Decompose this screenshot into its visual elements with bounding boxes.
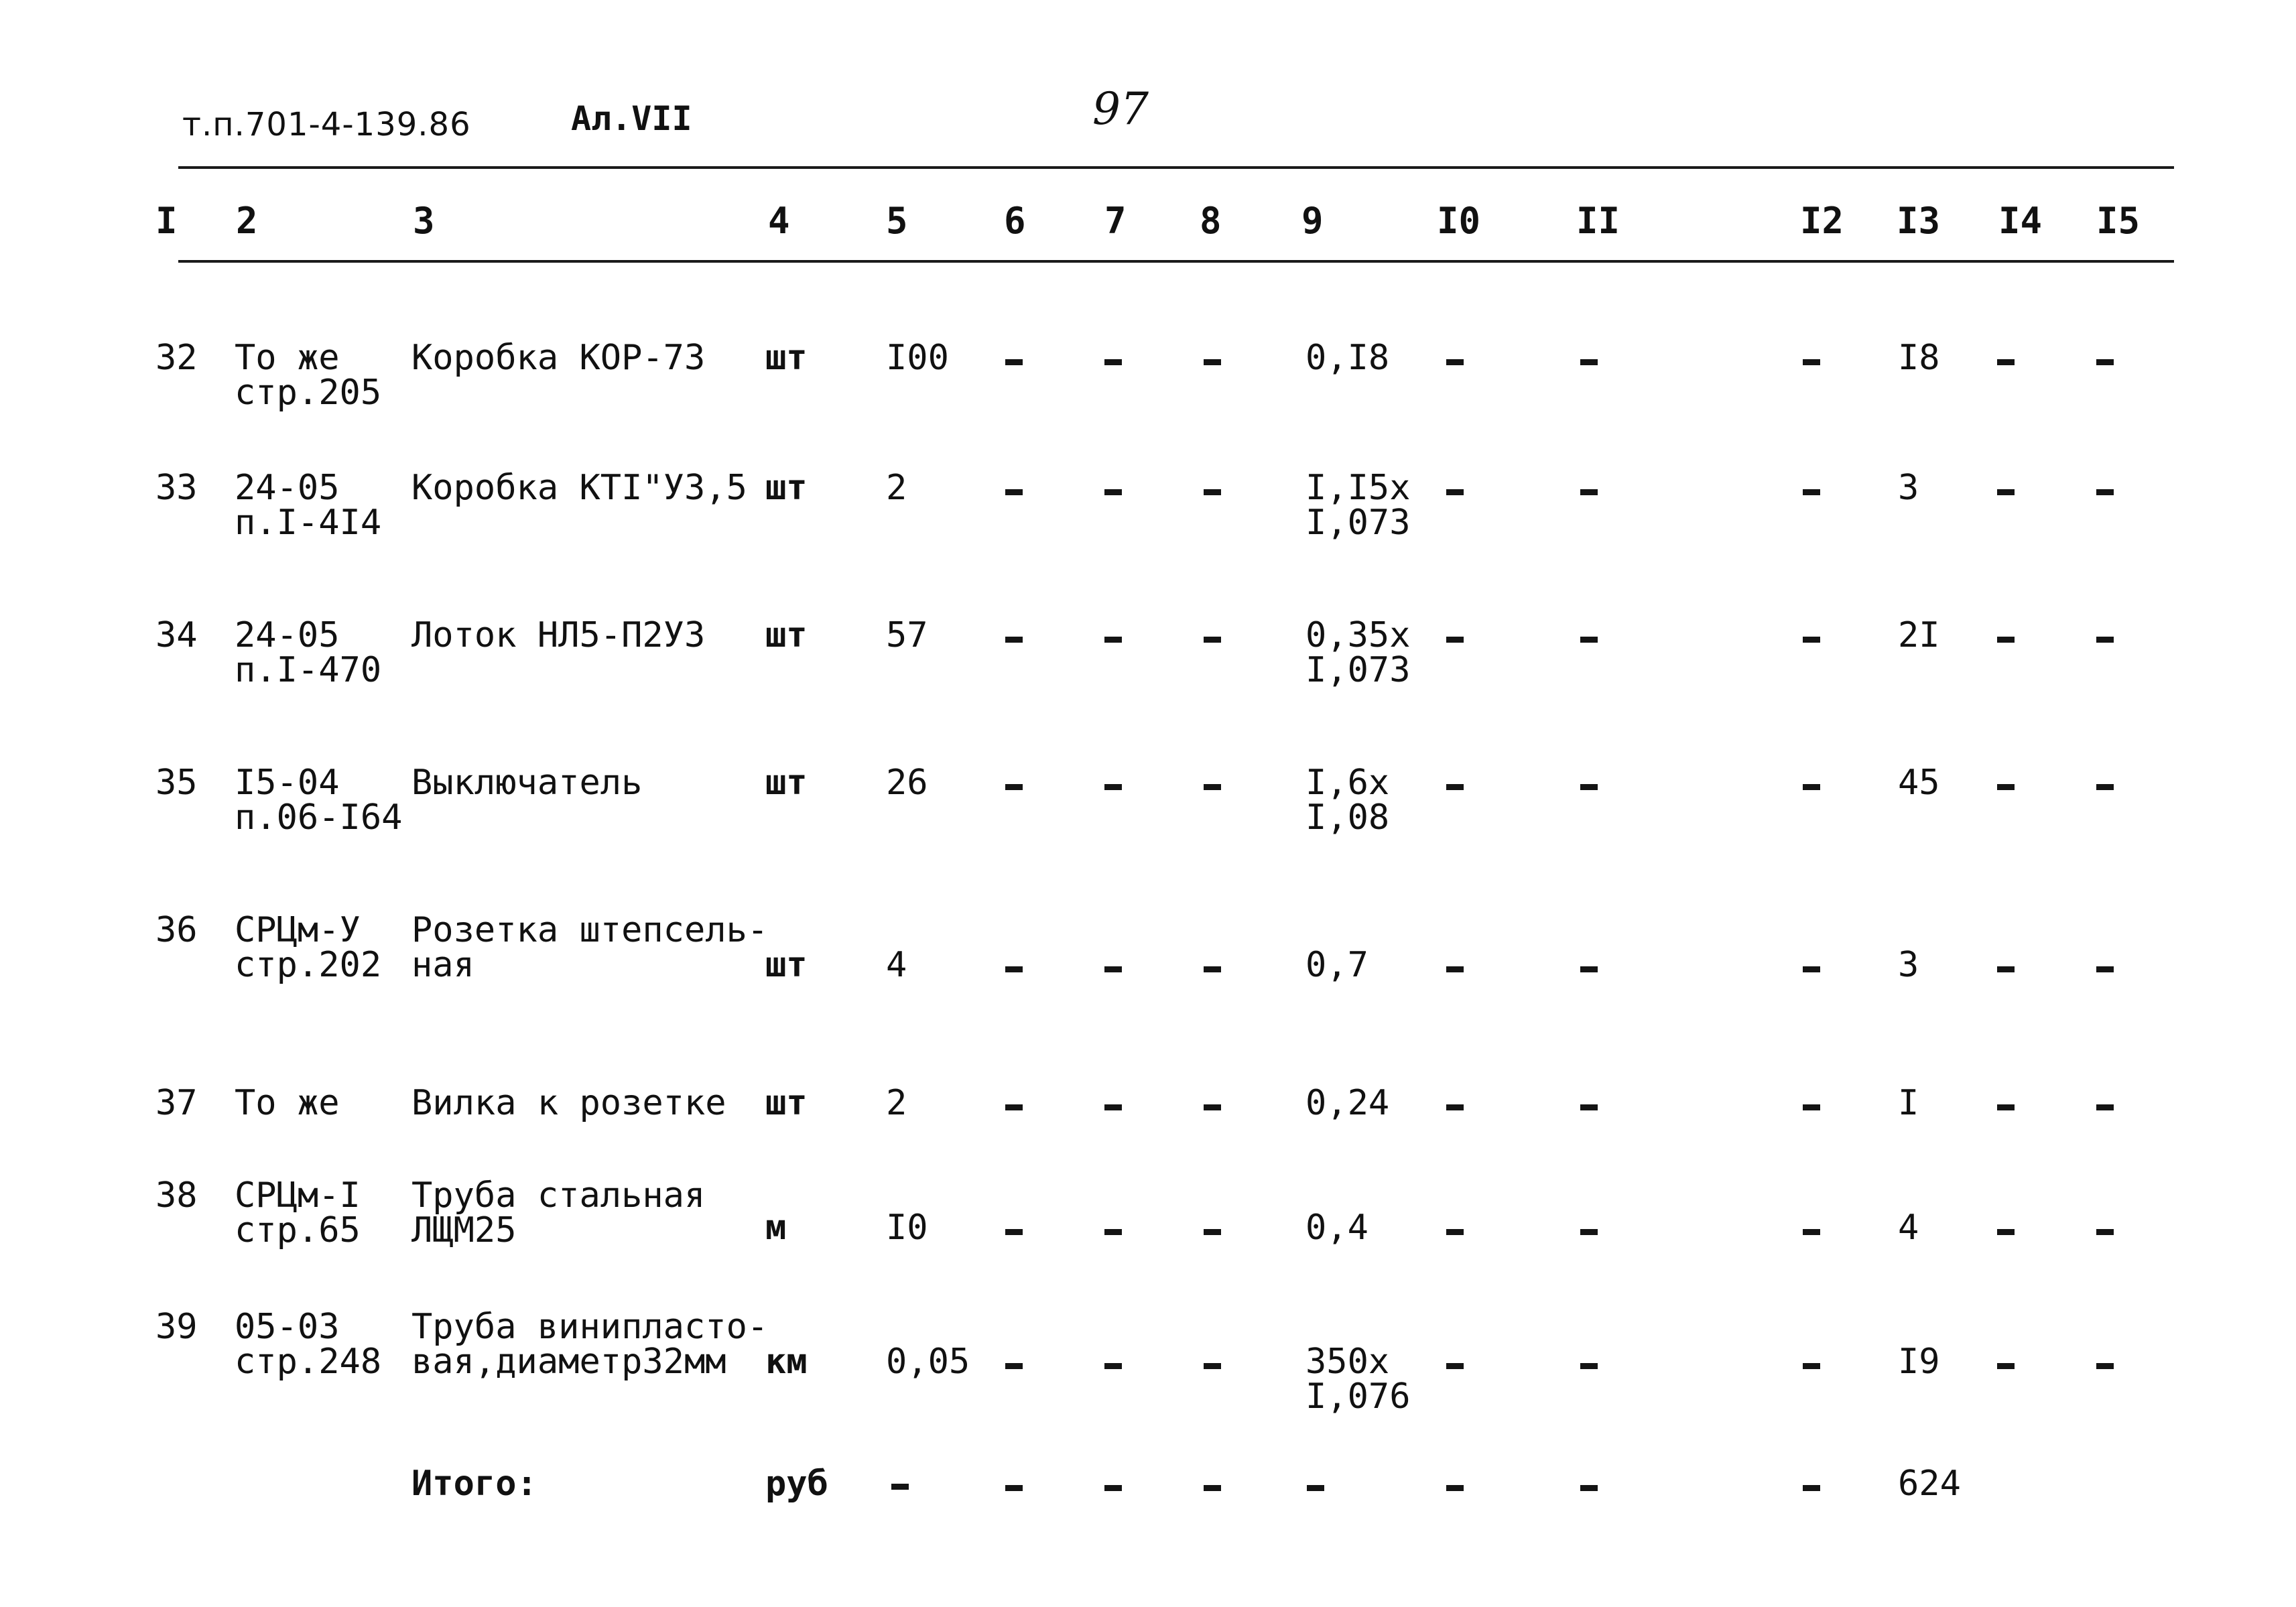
column-number: 6 xyxy=(1004,200,1026,242)
empty-dash xyxy=(1446,1104,1464,1110)
empty-dash xyxy=(1803,1485,1820,1491)
empty-dash xyxy=(1104,637,1122,643)
unit-price: 0,7 xyxy=(1305,945,1368,985)
empty-dash xyxy=(1580,489,1598,495)
unit: м xyxy=(765,1208,787,1248)
item-code: п.I-4I4 xyxy=(235,503,382,543)
item-name: Труба стальная xyxy=(411,1175,706,1216)
empty-dash xyxy=(2096,784,2114,790)
item-name: Труба винипласто- xyxy=(411,1307,769,1347)
item-name: Коробка КТI"У3,5 xyxy=(411,468,747,508)
header-rule-bottom xyxy=(178,260,2174,263)
column-number: 5 xyxy=(886,200,908,242)
empty-dash xyxy=(1204,489,1221,495)
item-code: СРЦм-У xyxy=(235,910,361,950)
unit: км xyxy=(765,1342,808,1382)
empty-dash xyxy=(1204,637,1221,643)
item-code: То же xyxy=(235,1083,340,1123)
empty-dash xyxy=(1204,966,1221,972)
total-unit: руб xyxy=(765,1464,828,1504)
row-total: 2I xyxy=(1898,615,1940,655)
unit: шт xyxy=(765,338,808,378)
empty-dash xyxy=(1997,1104,2015,1110)
empty-dash xyxy=(1803,489,1820,495)
column-number: I0 xyxy=(1437,200,1481,242)
item-name: Коробка КОР-73 xyxy=(411,338,706,378)
empty-dash xyxy=(1005,359,1023,365)
empty-dash xyxy=(1446,489,1464,495)
empty-dash xyxy=(1580,784,1598,790)
item-code: 05-03 xyxy=(235,1307,340,1347)
empty-dash xyxy=(2096,1229,2114,1235)
empty-dash xyxy=(1204,1485,1221,1491)
column-number: 3 xyxy=(413,200,435,242)
empty-dash xyxy=(1446,637,1464,643)
empty-dash xyxy=(1803,784,1820,790)
empty-dash xyxy=(1997,1229,2015,1235)
empty-dash xyxy=(1580,1485,1598,1491)
empty-dash xyxy=(1104,1229,1122,1235)
unit: шт xyxy=(765,763,808,803)
row-total: I9 xyxy=(1898,1342,1940,1382)
row-total: I xyxy=(1898,1083,1919,1123)
empty-dash xyxy=(2096,1104,2114,1110)
empty-dash xyxy=(2096,637,2114,643)
empty-dash xyxy=(1580,359,1598,365)
quantity: I00 xyxy=(886,338,949,378)
item-name: ная xyxy=(411,945,474,985)
empty-dash xyxy=(1803,966,1820,972)
column-number: I5 xyxy=(2096,200,2141,242)
column-number: 4 xyxy=(768,200,790,242)
unit-price: 0,35х xyxy=(1305,615,1411,655)
row-total: 3 xyxy=(1898,468,1919,508)
unit: шт xyxy=(765,945,808,985)
item-name: вая,диаметр32мм xyxy=(411,1342,726,1382)
unit-price: 0,4 xyxy=(1305,1208,1368,1248)
empty-dash xyxy=(1104,966,1122,972)
row-number: 38 xyxy=(155,1175,198,1216)
empty-dash xyxy=(1104,1485,1122,1491)
empty-dash xyxy=(1104,1104,1122,1110)
empty-dash xyxy=(1803,1363,1820,1369)
empty-dash xyxy=(1204,1229,1221,1235)
row-number: 37 xyxy=(155,1083,198,1123)
item-code: I5-04 xyxy=(235,763,340,803)
unit-price: I,08 xyxy=(1305,797,1390,838)
empty-dash xyxy=(1803,1229,1820,1235)
row-total: 3 xyxy=(1898,945,1919,985)
empty-dash xyxy=(891,1484,909,1490)
column-number: I xyxy=(155,200,178,242)
unit-price: I,076 xyxy=(1305,1376,1411,1417)
empty-dash xyxy=(1446,966,1464,972)
empty-dash xyxy=(1580,637,1598,643)
unit: шт xyxy=(765,1083,808,1123)
empty-dash xyxy=(1104,784,1122,790)
unit-price: 350х xyxy=(1305,1342,1390,1382)
empty-dash xyxy=(1005,637,1023,643)
unit-price: I,073 xyxy=(1305,503,1411,543)
empty-dash xyxy=(2096,966,2114,972)
empty-dash xyxy=(1446,359,1464,365)
column-number: 9 xyxy=(1301,200,1324,242)
empty-dash xyxy=(1005,1363,1023,1369)
document-code: т.п.701-4-139.86 xyxy=(182,106,471,143)
empty-dash xyxy=(1204,359,1221,365)
empty-dash xyxy=(1997,359,2015,365)
column-number: I4 xyxy=(1998,200,2043,242)
empty-dash xyxy=(1580,1363,1598,1369)
empty-dash xyxy=(1580,1104,1598,1110)
empty-dash xyxy=(1104,489,1122,495)
empty-dash xyxy=(1005,1485,1023,1491)
unit-price: I,073 xyxy=(1305,650,1411,690)
empty-dash xyxy=(1803,637,1820,643)
row-number: 33 xyxy=(155,468,198,508)
empty-dash xyxy=(1104,359,1122,365)
empty-dash xyxy=(1446,784,1464,790)
page-number: 97 xyxy=(1092,83,1149,135)
row-number: 32 xyxy=(155,338,198,378)
empty-dash xyxy=(1446,1229,1464,1235)
empty-dash xyxy=(1204,1363,1221,1369)
row-total: 45 xyxy=(1898,763,1940,803)
item-code: стр.205 xyxy=(235,373,382,413)
unit-price: I,6х xyxy=(1305,763,1390,803)
quantity: 2 xyxy=(886,468,907,508)
empty-dash xyxy=(1997,1363,2015,1369)
column-number: II xyxy=(1576,200,1620,242)
empty-dash xyxy=(2096,359,2114,365)
empty-dash xyxy=(1005,1229,1023,1235)
empty-dash xyxy=(1104,1363,1122,1369)
unit: шт xyxy=(765,615,808,655)
empty-dash xyxy=(2096,489,2114,495)
item-name: ЛЩМ25 xyxy=(411,1210,517,1250)
empty-dash xyxy=(1307,1485,1324,1491)
item-name: Выключатель xyxy=(411,763,643,803)
quantity: 57 xyxy=(886,615,928,655)
item-name: Вилка к розетке xyxy=(411,1083,726,1123)
item-name: Лоток НЛ5-П2У3 xyxy=(411,615,706,655)
row-number: 35 xyxy=(155,763,198,803)
empty-dash xyxy=(1005,784,1023,790)
quantity: 4 xyxy=(886,945,907,985)
item-code: п.06-I64 xyxy=(235,797,403,838)
total-label: Итого: xyxy=(411,1464,537,1504)
quantity: I0 xyxy=(886,1208,928,1248)
row-total: I8 xyxy=(1898,338,1940,378)
unit: шт xyxy=(765,468,808,508)
column-number: I2 xyxy=(1800,200,1844,242)
row-number: 36 xyxy=(155,910,198,950)
column-number: 7 xyxy=(1104,200,1127,242)
unit-price: 0,24 xyxy=(1305,1083,1390,1123)
empty-dash xyxy=(1997,966,2015,972)
empty-dash xyxy=(1204,784,1221,790)
empty-dash xyxy=(1803,1104,1820,1110)
column-number: 2 xyxy=(236,200,258,242)
empty-dash xyxy=(1580,1229,1598,1235)
row-total: 4 xyxy=(1898,1208,1919,1248)
empty-dash xyxy=(1005,1104,1023,1110)
quantity: 0,05 xyxy=(886,1342,970,1382)
item-code: 24-05 xyxy=(235,615,340,655)
album-label: Ал.VII xyxy=(571,99,692,138)
empty-dash xyxy=(1446,1485,1464,1491)
empty-dash xyxy=(1997,784,2015,790)
empty-dash xyxy=(1580,966,1598,972)
empty-dash xyxy=(1446,1363,1464,1369)
item-code: 24-05 xyxy=(235,468,340,508)
column-number: 8 xyxy=(1200,200,1222,242)
unit-price: 0,I8 xyxy=(1305,338,1390,378)
quantity: 26 xyxy=(886,763,928,803)
empty-dash xyxy=(1997,489,2015,495)
empty-dash xyxy=(1005,966,1023,972)
item-code: То же xyxy=(235,338,340,378)
empty-dash xyxy=(1997,637,2015,643)
header-rule-top xyxy=(178,166,2174,169)
item-code: стр.202 xyxy=(235,945,382,985)
unit-price: I,I5х xyxy=(1305,468,1411,508)
row-number: 34 xyxy=(155,615,198,655)
item-name: Розетка штепсель- xyxy=(411,910,769,950)
empty-dash xyxy=(2096,1363,2114,1369)
row-number: 39 xyxy=(155,1307,198,1347)
column-number: I3 xyxy=(1897,200,1941,242)
item-code: стр.248 xyxy=(235,1342,382,1382)
item-code: п.I-470 xyxy=(235,650,382,690)
empty-dash xyxy=(1204,1104,1221,1110)
empty-dash xyxy=(1005,489,1023,495)
item-code: СРЦм-I xyxy=(235,1175,361,1216)
item-code: стр.65 xyxy=(235,1210,361,1250)
quantity: 2 xyxy=(886,1083,907,1123)
empty-dash xyxy=(1803,359,1820,365)
grand-total: 624 xyxy=(1898,1464,1961,1504)
